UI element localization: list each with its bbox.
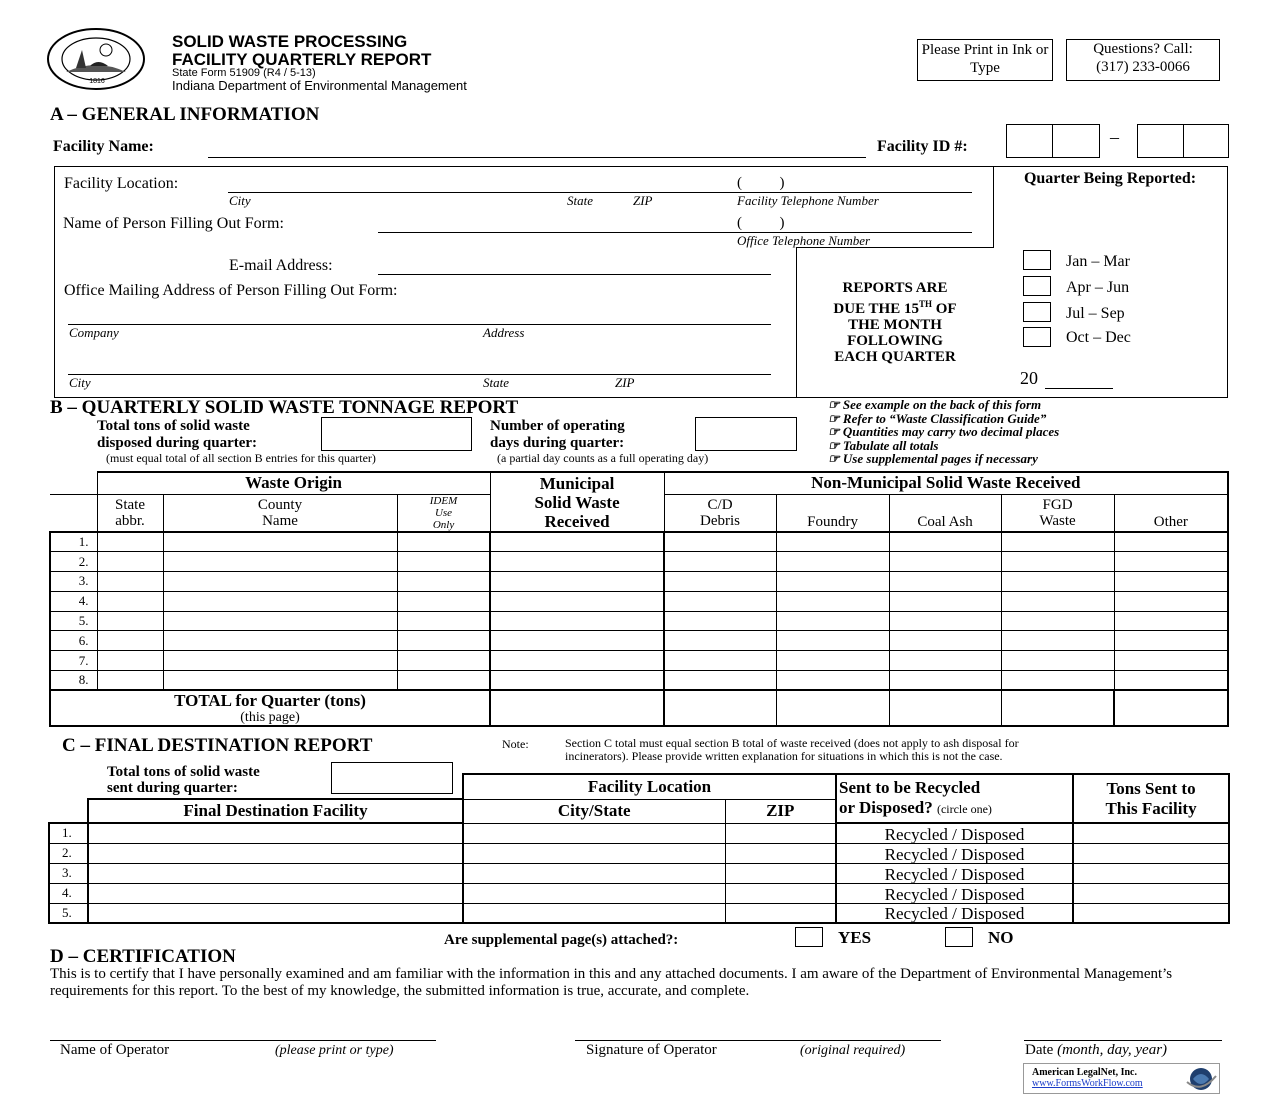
supplemental-yes-label: YES <box>838 928 872 947</box>
cd-debris-cell[interactable] <box>664 611 776 631</box>
county-cell[interactable] <box>163 611 397 631</box>
facility-phone-caption: Facility Telephone Number <box>737 193 879 208</box>
cd-debris-cell[interactable] <box>664 532 776 552</box>
operator-name-note: (please print or type) <box>275 1043 394 1058</box>
coal-ash-cell[interactable] <box>889 631 1001 651</box>
destination-row <box>49 843 1229 863</box>
recycled-disposed-cell[interactable]: Recycled / Disposed <box>836 843 1073 863</box>
supplemental-yes-checkbox[interactable] <box>795 927 823 947</box>
operator-name-label: Name of Operator <box>60 1042 170 1058</box>
idem-cell <box>397 651 490 671</box>
note-item-2: ☞ Refer to “Waste Classification Guide” <box>828 410 1047 426</box>
facility-id-box-4[interactable] <box>1183 124 1229 158</box>
coal-ash-cell[interactable] <box>889 611 1001 631</box>
total-foundry[interactable] <box>776 690 889 726</box>
form-title-line1: SOLID WASTE PROCESSING <box>172 32 408 51</box>
legalnet-brand: American LegalNet, Inc. <box>1032 1067 1137 1078</box>
row-number: 3. <box>49 863 88 883</box>
foundry-cell[interactable] <box>776 631 889 651</box>
supplemental-no-label: NO <box>988 928 1014 947</box>
section-b-title: B – QUARTERLY SOLID WASTE TONNAGE REPORT <box>50 397 519 418</box>
quarter-label-4: Oct – Dec <box>1066 329 1131 346</box>
municipal-cell[interactable] <box>490 671 664 691</box>
idem-cell <box>397 671 490 691</box>
op-days-note: (a partial day counts as a full operating day) <box>497 451 709 465</box>
dest-blank-2 <box>49 799 88 823</box>
supplemental-no-checkbox[interactable] <box>945 927 973 947</box>
mailing-city-field[interactable] <box>68 374 771 375</box>
city-state-cell[interactable] <box>463 863 725 883</box>
total-other[interactable] <box>1114 690 1228 726</box>
state-caption: State <box>567 193 593 208</box>
sent-tons-label: Total tons of solid waste sent during quarter: <box>107 764 260 796</box>
reports-due-line3: THE MONTH <box>848 317 942 333</box>
table-row <box>50 671 1228 691</box>
city-state-cell[interactable] <box>463 843 725 863</box>
other-header: Other <box>1114 494 1228 532</box>
tons-sent-cell[interactable] <box>1073 883 1229 903</box>
zip-header: ZIP <box>725 799 836 823</box>
email-field[interactable] <box>378 274 771 275</box>
idem-cell <box>397 631 490 651</box>
county-cell[interactable] <box>163 572 397 592</box>
date-label: Date (month, day, year) <box>1025 1042 1168 1058</box>
state-cell[interactable] <box>97 532 163 552</box>
municipal-cell[interactable] <box>490 572 664 592</box>
agency-name: Indiana Department of Environmental Management <box>172 78 467 93</box>
questions-label: Questions? Call: <box>1093 41 1193 57</box>
destination-table <box>48 773 1230 924</box>
divider-reports <box>796 247 797 398</box>
total-cd-debris[interactable] <box>664 690 776 726</box>
county-cell[interactable] <box>163 591 397 611</box>
table-row <box>50 611 1228 631</box>
note-item-1: ☞ See example on the back of this form <box>828 397 1042 412</box>
other-cell[interactable] <box>1114 611 1228 631</box>
county-cell[interactable] <box>163 552 397 572</box>
total-fgd-waste[interactable] <box>1001 690 1114 726</box>
city-state-cell[interactable] <box>463 823 725 843</box>
municipal-cell[interactable] <box>490 631 664 651</box>
final-destination-cell[interactable] <box>88 903 463 923</box>
state-cell[interactable] <box>97 651 163 671</box>
cd-debris-cell[interactable] <box>664 572 776 592</box>
table-corner <box>50 472 97 494</box>
pointing-hand-icon: ☞ <box>828 424 840 440</box>
total-tons-label: Total tons of solid waste disposed during quarter: <box>97 418 258 451</box>
year-field[interactable] <box>1045 388 1113 389</box>
total-tons-input[interactable] <box>321 417 472 451</box>
operator-name-field[interactable] <box>50 1040 436 1041</box>
mailing-zip-caption: ZIP <box>615 375 635 390</box>
zip-cell[interactable] <box>725 823 836 843</box>
quarter-label-2: Apr – Jun <box>1066 279 1130 296</box>
other-cell[interactable] <box>1114 552 1228 572</box>
person-label: Name of Person Filling Out Form: <box>63 215 284 232</box>
row-number: 4. <box>49 883 88 903</box>
legalnet-globe-icon <box>1183 1066 1219 1097</box>
fgd-waste-cell[interactable] <box>1001 671 1114 691</box>
row-number: 1. <box>49 823 88 843</box>
company-caption: Company <box>69 325 119 340</box>
year-prefix: 20 <box>1020 368 1038 388</box>
section-d-title: D – CERTIFICATION <box>50 946 236 967</box>
county-cell[interactable] <box>163 671 397 691</box>
county-cell[interactable] <box>163 631 397 651</box>
final-destination-cell[interactable] <box>88 883 463 903</box>
municipal-cell[interactable] <box>490 552 664 572</box>
coal-ash-cell[interactable] <box>889 651 1001 671</box>
table-row <box>50 572 1228 592</box>
row-number: 5. <box>50 611 97 631</box>
facility-name-label: Facility Name: <box>53 138 154 155</box>
divider-quarter-top <box>993 166 994 248</box>
quarter-checkbox-2[interactable] <box>1023 276 1051 296</box>
note-item-3: ☞ Quantities may carry two decimal places <box>828 424 1060 440</box>
foundry-cell[interactable] <box>776 591 889 611</box>
city-caption: City <box>229 193 251 208</box>
tons-sent-cell[interactable] <box>1073 863 1229 883</box>
fgd-waste-cell[interactable] <box>1001 651 1114 671</box>
total-municipal[interactable] <box>490 690 664 726</box>
fgd-waste-cell[interactable] <box>1001 572 1114 592</box>
foundry-cell[interactable] <box>776 671 889 691</box>
table-row <box>50 631 1228 651</box>
cd-debris-cell[interactable] <box>664 552 776 572</box>
mailing-city-caption: City <box>69 375 91 390</box>
state-cell[interactable] <box>97 611 163 631</box>
destination-row <box>49 823 1229 843</box>
destination-row <box>49 863 1229 883</box>
non-municipal-header: Non-Municipal Solid Waste Received <box>664 472 1228 494</box>
reports-due-line1: REPORTS ARE <box>842 280 948 296</box>
legalnet-url[interactable]: www.FormsWorkFlow.com <box>1032 1078 1143 1089</box>
facility-id-dash: – <box>1110 127 1119 147</box>
seal-caption: 1816 <box>89 78 105 85</box>
note-item-4: ☞ Tabulate all totals <box>828 437 939 453</box>
tonnage-table <box>49 471 1229 727</box>
zip-cell[interactable] <box>725 863 836 883</box>
zip-cell[interactable] <box>725 883 836 903</box>
county-cell[interactable] <box>163 532 397 552</box>
coal-ash-cell[interactable] <box>889 572 1001 592</box>
idem-cell <box>397 591 490 611</box>
section-b-notes <box>828 398 1059 466</box>
idem-cell <box>397 532 490 552</box>
facility-id-box-3[interactable] <box>1137 124 1184 158</box>
section-a-title: A – GENERAL INFORMATION <box>50 104 320 125</box>
office-phone-caption: Office Telephone Number <box>737 233 871 248</box>
pointing-hand-icon: ☞ <box>828 451 840 467</box>
coal-ash-cell[interactable] <box>889 552 1001 572</box>
other-cell[interactable] <box>1114 631 1228 651</box>
final-dest-header: Final Destination Facility <box>88 799 463 823</box>
total-row <box>50 690 1228 726</box>
county-cell[interactable] <box>163 651 397 671</box>
pointing-hand-icon: ☞ <box>828 410 840 426</box>
row-number: 5. <box>49 903 88 923</box>
recycled-disposed-cell[interactable]: Recycled / Disposed <box>836 903 1073 923</box>
state-cell[interactable] <box>97 591 163 611</box>
tons-sent-cell[interactable] <box>1073 823 1229 843</box>
facility-location-header: Facility Location <box>463 774 836 799</box>
cd-debris-header: C/D Debris <box>664 494 776 532</box>
table-row <box>50 591 1228 611</box>
final-destination-cell[interactable] <box>88 843 463 863</box>
operator-signature-field[interactable] <box>575 1040 941 1041</box>
state-cell[interactable] <box>97 552 163 572</box>
cd-debris-cell[interactable] <box>664 591 776 611</box>
quarter-checkbox-4[interactable] <box>1023 327 1051 347</box>
operator-signature-label: Signature of Operator <box>586 1042 717 1058</box>
recycled-disposed-cell[interactable]: Recycled / Disposed <box>836 883 1073 903</box>
email-label: E-mail Address: <box>229 257 333 274</box>
section-c-note-label: Note: <box>502 737 529 751</box>
state-cell[interactable] <box>97 671 163 691</box>
form-number: State Form 51909 (R4 / 5-13) <box>172 67 316 79</box>
quarter-title: Quarter Being Reported: <box>1023 170 1197 187</box>
coal-ash-cell[interactable] <box>889 591 1001 611</box>
foundry-cell[interactable] <box>776 552 889 572</box>
table-row <box>50 552 1228 572</box>
tons-sent-cell[interactable] <box>1073 843 1229 863</box>
facility-location-label: Facility Location: <box>64 175 179 192</box>
op-days-label: Number of operating days during quarter: <box>490 418 625 451</box>
municipal-header: Municipal Solid Waste Received <box>490 472 664 532</box>
municipal-cell[interactable] <box>490 532 664 552</box>
idem-cell <box>397 552 490 572</box>
reports-due-line5: EACH QUARTER <box>834 349 956 365</box>
foundry-cell[interactable] <box>776 532 889 552</box>
row-number: 1. <box>50 532 97 552</box>
row-number: 8. <box>50 671 97 691</box>
state-cell[interactable] <box>97 631 163 651</box>
quarter-label-3: Jul – Sep <box>1066 305 1125 322</box>
coal-ash-cell[interactable] <box>889 532 1001 552</box>
form-title-line2: FACILITY QUARTERLY REPORT <box>172 50 432 69</box>
zip-cell[interactable] <box>725 843 836 863</box>
row-number: 7. <box>50 651 97 671</box>
tons-sent-cell[interactable] <box>1073 903 1229 923</box>
reports-due-line2: DUE THE 15TH OF <box>833 299 957 317</box>
person-field[interactable] <box>378 232 972 233</box>
mailing-company-field[interactable] <box>68 324 771 325</box>
municipal-cell[interactable] <box>490 651 664 671</box>
municipal-cell[interactable] <box>490 611 664 631</box>
facility-id-label: Facility ID #: <box>877 138 968 155</box>
facility-name-field[interactable] <box>208 157 866 158</box>
foundry-cell[interactable] <box>776 572 889 592</box>
cd-debris-cell[interactable] <box>664 651 776 671</box>
idem-cell <box>397 572 490 592</box>
table-row <box>50 651 1228 671</box>
table-corner-2 <box>50 494 97 532</box>
city-state-header: City/State <box>463 799 725 823</box>
county-header: County Name <box>163 494 397 532</box>
mailing-state-caption: State <box>483 375 509 390</box>
supplemental-label: Are supplemental page(s) attached?: <box>444 932 679 948</box>
office-phone-parens: ( ) <box>737 215 785 231</box>
pointing-hand-icon: ☞ <box>828 397 840 412</box>
municipal-cell[interactable] <box>490 591 664 611</box>
waste-origin-header: Waste Origin <box>97 472 490 494</box>
address-caption: Address <box>483 325 525 340</box>
final-destination-cell[interactable] <box>88 823 463 843</box>
facility-phone-parens: ( ) <box>737 175 785 191</box>
idem-cell <box>397 611 490 631</box>
total-label-cell: TOTAL for Quarter (tons) (this page) <box>50 690 490 726</box>
questions-phone: (317) 233-0066 <box>1096 59 1190 75</box>
quarter-checkbox-1[interactable] <box>1023 250 1051 270</box>
op-days-input[interactable] <box>695 417 797 451</box>
fgd-waste-cell[interactable] <box>1001 591 1114 611</box>
other-cell[interactable] <box>1114 532 1228 552</box>
table-row <box>50 532 1228 552</box>
foundry-header: Foundry <box>776 494 889 532</box>
note-item-5: ☞ Use supplemental pages if necessary <box>828 451 1038 467</box>
recycled-disposed-cell[interactable]: Recycled / Disposed <box>836 863 1073 883</box>
pointing-hand-icon: ☞ <box>828 437 840 453</box>
other-cell[interactable] <box>1114 651 1228 671</box>
section-c-note: Section C total must equal section B total of waste received (does not apply to ash disposal for incinerators). Please provide written explanation for situations in which this is not the case. <box>565 736 1019 763</box>
zip-cell[interactable] <box>725 903 836 923</box>
fgd-waste-cell[interactable] <box>1001 611 1114 631</box>
destination-row <box>49 903 1229 923</box>
cd-debris-cell[interactable] <box>664 671 776 691</box>
other-cell[interactable] <box>1114 671 1228 691</box>
destination-row <box>49 883 1229 903</box>
city-state-cell[interactable] <box>463 903 725 923</box>
coal-ash-header: Coal Ash <box>889 494 1001 532</box>
other-cell[interactable] <box>1114 572 1228 592</box>
total-coal-ash[interactable] <box>889 690 1001 726</box>
row-number: 3. <box>50 572 97 592</box>
row-number: 6. <box>50 631 97 651</box>
quarter-label-1: Jan – Mar <box>1066 253 1130 270</box>
cd-debris-cell[interactable] <box>664 631 776 651</box>
facility-id-box-2[interactable] <box>1052 124 1100 158</box>
reports-due-notice <box>800 280 990 365</box>
fgd-waste-cell[interactable] <box>1001 631 1114 651</box>
coal-ash-cell[interactable] <box>889 671 1001 691</box>
reports-due-line4: FOLLOWING <box>847 333 943 349</box>
state-abbr-header: State abbr. <box>97 494 163 532</box>
certification-text: This is to certify that I have personally examined and am familiar with the information in this and any attached documents. I am aware of the Department of Environmental Management’s requirements for this report. To the best of my knowledge, the submitted information is true, accurate, and complete. <box>50 966 1173 999</box>
row-number: 2. <box>50 552 97 572</box>
row-number: 2. <box>49 843 88 863</box>
tons-sent-header: Tons Sent to This Facility <box>1073 774 1229 823</box>
city-state-cell[interactable] <box>463 883 725 903</box>
idem-use-header: IDEM Use Only <box>397 494 490 532</box>
foundry-cell[interactable] <box>776 651 889 671</box>
dest-blank <box>49 774 463 799</box>
fgd-waste-header: FGD Waste <box>1001 494 1114 532</box>
print-note: Please Print in Ink or Type <box>921 42 1049 76</box>
operator-signature-note: (original required) <box>800 1043 906 1058</box>
facility-id-box-1[interactable] <box>1006 124 1053 158</box>
date-field[interactable] <box>1024 1040 1222 1041</box>
fgd-waste-cell[interactable] <box>1001 532 1114 552</box>
date-note: (month, day, year) <box>1057 1042 1168 1058</box>
recycled-disposed-cell[interactable]: Recycled / Disposed <box>836 823 1073 843</box>
foundry-cell[interactable] <box>776 611 889 631</box>
total-tons-note: (must equal total of all section B entries for this quarter) <box>106 451 376 465</box>
section-c-title: C – FINAL DESTINATION REPORT <box>62 735 373 756</box>
quarter-checkbox-3[interactable] <box>1023 302 1051 322</box>
recycled-header: Sent to be Recycled or Disposed? (circle one) <box>836 774 1073 823</box>
zip-caption: ZIP <box>633 193 653 208</box>
fgd-waste-cell[interactable] <box>1001 552 1114 572</box>
other-cell[interactable] <box>1114 591 1228 611</box>
mailing-label: Office Mailing Address of Person Filling Out Form: <box>64 282 398 299</box>
final-destination-cell[interactable] <box>88 863 463 883</box>
row-number: 4. <box>50 591 97 611</box>
state-cell[interactable] <box>97 572 163 592</box>
